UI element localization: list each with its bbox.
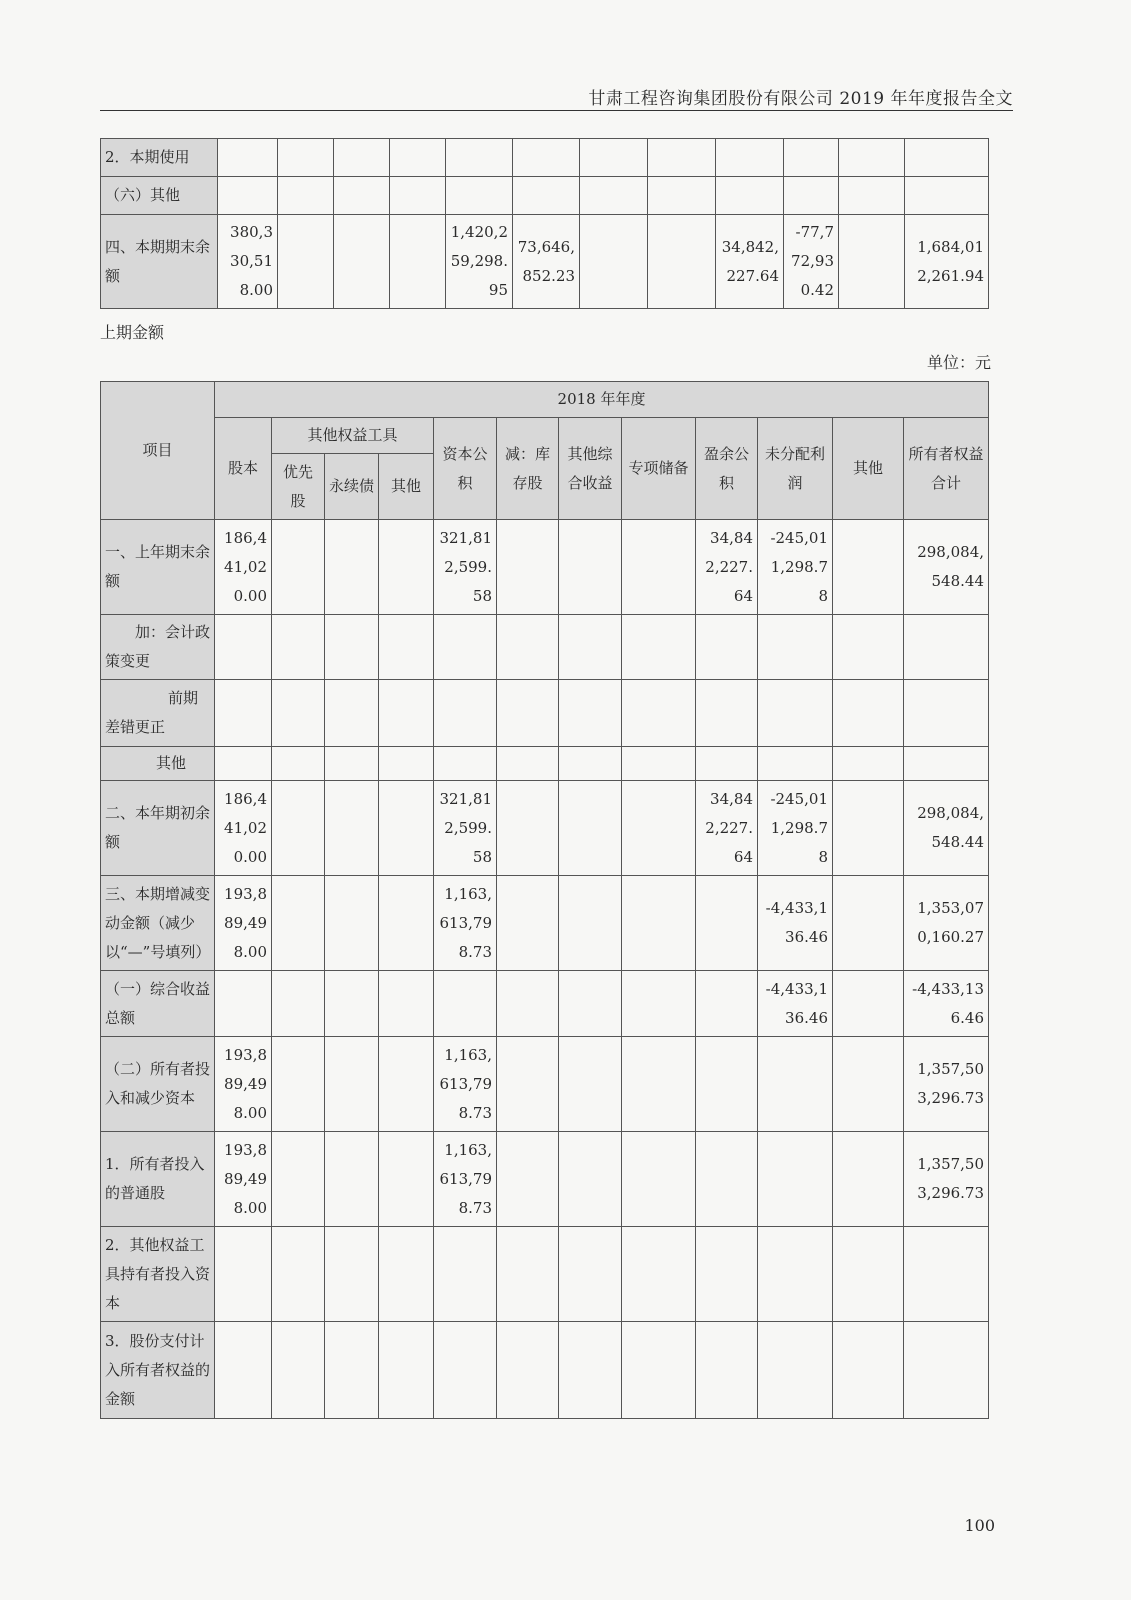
- table-cell: [559, 781, 622, 876]
- table-cell: 34,842,227.64: [716, 215, 784, 309]
- table-cell: [497, 680, 559, 747]
- table-cell: [272, 680, 325, 747]
- table-cell: [497, 1322, 559, 1419]
- table-cell: [559, 1322, 622, 1419]
- table-cell: [325, 876, 379, 971]
- table-cell: [278, 177, 334, 215]
- table-cell: 298,084,548.44: [904, 520, 989, 615]
- table-row: [101, 781, 989, 876]
- preferred-stock-header: 优先股: [272, 454, 325, 520]
- header-divider: [100, 110, 1013, 111]
- table-cell: [784, 139, 839, 177]
- table-row: [101, 876, 989, 971]
- table-cell: [379, 1037, 434, 1132]
- table-cell: [434, 1227, 497, 1322]
- table-cell: [758, 1322, 833, 1419]
- table-cell: [334, 139, 390, 177]
- table-row: [101, 1132, 989, 1227]
- table-cell: [904, 1322, 989, 1419]
- table-cell: [272, 1227, 325, 1322]
- table-cell: [390, 215, 446, 309]
- table-cell: [696, 747, 758, 781]
- table-cell: -4,433,136.46: [904, 971, 989, 1037]
- table-cell: [833, 680, 904, 747]
- treasury-stock-header: 减：库存股: [497, 418, 559, 520]
- table-cell: [559, 747, 622, 781]
- total-equity-header: 所有者权益合计: [904, 418, 989, 520]
- table-cell: [839, 139, 905, 177]
- table-cell: [272, 1037, 325, 1132]
- table-cell: 34,842,227.64: [696, 520, 758, 615]
- table-cell: [325, 680, 379, 747]
- equity-change-table-current-period-tail: [100, 138, 989, 309]
- table-cell: [325, 1227, 379, 1322]
- table-cell: [833, 971, 904, 1037]
- table-cell: [833, 1132, 904, 1227]
- table-cell: [390, 139, 446, 177]
- table-cell: [833, 520, 904, 615]
- table-cell: [497, 971, 559, 1037]
- row-item-label: 二、本年期初余额: [101, 781, 215, 876]
- table-cell: [784, 177, 839, 215]
- table-cell: [559, 520, 622, 615]
- row-item-label: 3．股份支付计入所有者权益的金额: [101, 1322, 215, 1419]
- table-cell: [580, 139, 648, 177]
- table-cell: [758, 747, 833, 781]
- capital-reserve-header: 资本公积: [434, 418, 497, 520]
- table-cell: [622, 1037, 696, 1132]
- table-cell: [559, 615, 622, 680]
- table-cell: [325, 615, 379, 680]
- table-cell: [325, 1322, 379, 1419]
- table-cell: 1,353,070,160.27: [904, 876, 989, 971]
- table-cell: [716, 177, 784, 215]
- table-cell: [272, 615, 325, 680]
- table-cell: [434, 680, 497, 747]
- table-cell: [904, 747, 989, 781]
- table-cell: [497, 520, 559, 615]
- table-cell: [696, 971, 758, 1037]
- table-cell: [833, 615, 904, 680]
- table-cell: [622, 1132, 696, 1227]
- table-cell: [379, 520, 434, 615]
- table-row: [101, 971, 989, 1037]
- report-header-title: 甘肃工程咨询集团股份有限公司 2019 年年度报告全文: [588, 89, 1013, 109]
- table-cell: [272, 520, 325, 615]
- page-number: 100: [964, 1516, 995, 1535]
- table-cell: [833, 1037, 904, 1132]
- table-cell: [325, 971, 379, 1037]
- row-item-label: 其他: [101, 747, 215, 781]
- surplus-reserve-header: 盈余公积: [696, 418, 758, 520]
- table-row: [101, 177, 989, 215]
- table-cell: [513, 139, 580, 177]
- table-cell: [905, 139, 989, 177]
- table-cell: [758, 1037, 833, 1132]
- table-cell: -4,433,136.46: [758, 876, 833, 971]
- table-cell: [278, 215, 334, 309]
- table-cell: [497, 747, 559, 781]
- share-capital-header: 股本: [215, 418, 272, 520]
- table-cell: [904, 615, 989, 680]
- table-cell: [839, 177, 905, 215]
- table-cell: [904, 1227, 989, 1322]
- table-cell: [622, 781, 696, 876]
- table-cell: [272, 1132, 325, 1227]
- table-cell: [434, 971, 497, 1037]
- table-row: [101, 1037, 989, 1132]
- table-cell: [622, 680, 696, 747]
- table-cell: [559, 680, 622, 747]
- table-cell: [559, 971, 622, 1037]
- row-item-label: （二）所有者投入和减少资本: [101, 1037, 215, 1132]
- row-item-label: 加：会计政策变更: [101, 615, 215, 680]
- table-cell: [497, 876, 559, 971]
- table-cell: [497, 1132, 559, 1227]
- table-cell: [833, 876, 904, 971]
- table-cell: [648, 215, 716, 309]
- other-header: 其他: [833, 418, 904, 520]
- table-cell: [325, 747, 379, 781]
- table-cell: [622, 1322, 696, 1419]
- row-item-label: 三、本期增减变动金额（减少以“—”号填列）: [101, 876, 215, 971]
- table-cell: [379, 747, 434, 781]
- undistributed-profit-header: 未分配利润: [758, 418, 833, 520]
- table-row: [101, 747, 989, 781]
- special-reserve-header: 专项储备: [622, 418, 696, 520]
- table-cell: 380,330,518.00: [218, 215, 278, 309]
- year-header: 2018 年年度: [215, 382, 989, 418]
- table-cell: [325, 1037, 379, 1132]
- row-item-label: 1．所有者投入的普通股: [101, 1132, 215, 1227]
- table-cell: [497, 781, 559, 876]
- row-item-label: 2．其他权益工具持有者投入资本: [101, 1227, 215, 1322]
- table-cell: [272, 781, 325, 876]
- table-cell: [446, 139, 513, 177]
- table-cell: [379, 781, 434, 876]
- table-cell: 1,684,012,261.94: [905, 215, 989, 309]
- table-cell: [218, 139, 278, 177]
- table-cell: [325, 1132, 379, 1227]
- table-cell: -245,011,298.78: [758, 781, 833, 876]
- table-cell: [434, 747, 497, 781]
- table-cell: [215, 971, 272, 1037]
- table-cell: -77,772,930.42: [784, 215, 839, 309]
- table-cell: [446, 177, 513, 215]
- table-cell: [696, 1037, 758, 1132]
- table-cell: [580, 177, 648, 215]
- table-cell: 193,889,498.00: [215, 876, 272, 971]
- equity-change-table-prior-period: [100, 381, 989, 1419]
- table-cell: [559, 1227, 622, 1322]
- table-cell: -4,433,136.46: [758, 971, 833, 1037]
- table-cell: 1,357,503,296.73: [904, 1132, 989, 1227]
- table-row: [101, 139, 989, 177]
- table-cell: [379, 1227, 434, 1322]
- row-item-label: 一、上年期末余额: [101, 520, 215, 615]
- table-cell: [218, 177, 278, 215]
- table-cell: [379, 876, 434, 971]
- table-cell: 1,357,503,296.73: [904, 1037, 989, 1132]
- table-cell: [622, 971, 696, 1037]
- table-cell: [334, 177, 390, 215]
- table-cell: [215, 1227, 272, 1322]
- table-cell: [833, 781, 904, 876]
- table-cell: [696, 1227, 758, 1322]
- table-cell: [497, 615, 559, 680]
- table-cell: 73,646,852.23: [513, 215, 580, 309]
- other-instrument-header: 其他: [379, 454, 434, 520]
- item-column-header: 项目: [101, 382, 215, 520]
- table-cell: [696, 1322, 758, 1419]
- other-comprehensive-income-header: 其他综合收益: [559, 418, 622, 520]
- row-item-label: （一）综合收益总额: [101, 971, 215, 1037]
- table-row: [101, 1322, 989, 1419]
- unit-label: 单位：元: [926, 353, 991, 372]
- table-cell: 193,889,498.00: [215, 1132, 272, 1227]
- table-cell: [696, 1132, 758, 1227]
- table-cell: [215, 747, 272, 781]
- table-cell: [716, 139, 784, 177]
- table-row: [101, 215, 989, 309]
- table-cell: [434, 1322, 497, 1419]
- table-cell: 1,163,613,798.73: [434, 1037, 497, 1132]
- table-cell: 186,441,020.00: [215, 520, 272, 615]
- table-cell: [325, 520, 379, 615]
- table-cell: [215, 1322, 272, 1419]
- table-cell: [497, 1227, 559, 1322]
- table-cell: 298,084,548.44: [904, 781, 989, 876]
- table-cell: [272, 747, 325, 781]
- table-cell: [758, 615, 833, 680]
- table-cell: [379, 680, 434, 747]
- table-cell: [622, 615, 696, 680]
- table-cell: [833, 747, 904, 781]
- table-cell: [379, 971, 434, 1037]
- row-item-label: （六）其他: [101, 177, 218, 215]
- other-equity-instruments-header: 其他权益工具: [272, 418, 434, 454]
- row-item-label: 前期差错更正: [101, 680, 215, 747]
- table-cell: [215, 680, 272, 747]
- table-cell: [648, 139, 716, 177]
- table-cell: [325, 781, 379, 876]
- table-cell: [622, 876, 696, 971]
- table-cell: [758, 1132, 833, 1227]
- table-cell: [622, 747, 696, 781]
- table-cell: 186,441,020.00: [215, 781, 272, 876]
- table-cell: [696, 876, 758, 971]
- table-cell: [559, 876, 622, 971]
- table-cell: [379, 615, 434, 680]
- previous-period-label: 上期金额: [100, 323, 165, 342]
- table-row: [101, 1227, 989, 1322]
- table-cell: [497, 1037, 559, 1132]
- table-cell: [905, 177, 989, 215]
- table-cell: [648, 177, 716, 215]
- table-cell: [272, 971, 325, 1037]
- table-cell: [559, 1037, 622, 1132]
- table-row: [101, 615, 989, 680]
- table-cell: [434, 615, 497, 680]
- table-cell: 34,842,227.64: [696, 781, 758, 876]
- table-cell: 321,812,599.58: [434, 520, 497, 615]
- table-cell: [559, 1132, 622, 1227]
- table-cell: [839, 215, 905, 309]
- table-cell: 193,889,498.00: [215, 1037, 272, 1132]
- table-cell: -245,011,298.78: [758, 520, 833, 615]
- table-cell: [758, 680, 833, 747]
- table-cell: 321,812,599.58: [434, 781, 497, 876]
- table-row: [101, 520, 989, 615]
- table-cell: 1,163,613,798.73: [434, 1132, 497, 1227]
- table-cell: [379, 1322, 434, 1419]
- table-cell: 1,420,259,298.95: [446, 215, 513, 309]
- table-cell: [334, 215, 390, 309]
- table-cell: 1,163,613,798.73: [434, 876, 497, 971]
- table-cell: [696, 680, 758, 747]
- table-cell: [833, 1322, 904, 1419]
- table-cell: [379, 1132, 434, 1227]
- table-cell: [580, 215, 648, 309]
- table-cell: [390, 177, 446, 215]
- table-cell: [278, 139, 334, 177]
- table-cell: [904, 680, 989, 747]
- row-item-label: 2．本期使用: [101, 139, 218, 177]
- table-cell: [272, 1322, 325, 1419]
- table-cell: [622, 1227, 696, 1322]
- table-cell: [833, 1227, 904, 1322]
- table-cell: [215, 615, 272, 680]
- table-cell: [513, 177, 580, 215]
- table-cell: [272, 876, 325, 971]
- table-row: [101, 680, 989, 747]
- table-cell: [758, 1227, 833, 1322]
- table-cell: [696, 615, 758, 680]
- table-cell: [622, 520, 696, 615]
- row-item-label: 四、本期期末余额: [101, 215, 218, 309]
- perpetual-bond-header: 永续债: [325, 454, 379, 520]
